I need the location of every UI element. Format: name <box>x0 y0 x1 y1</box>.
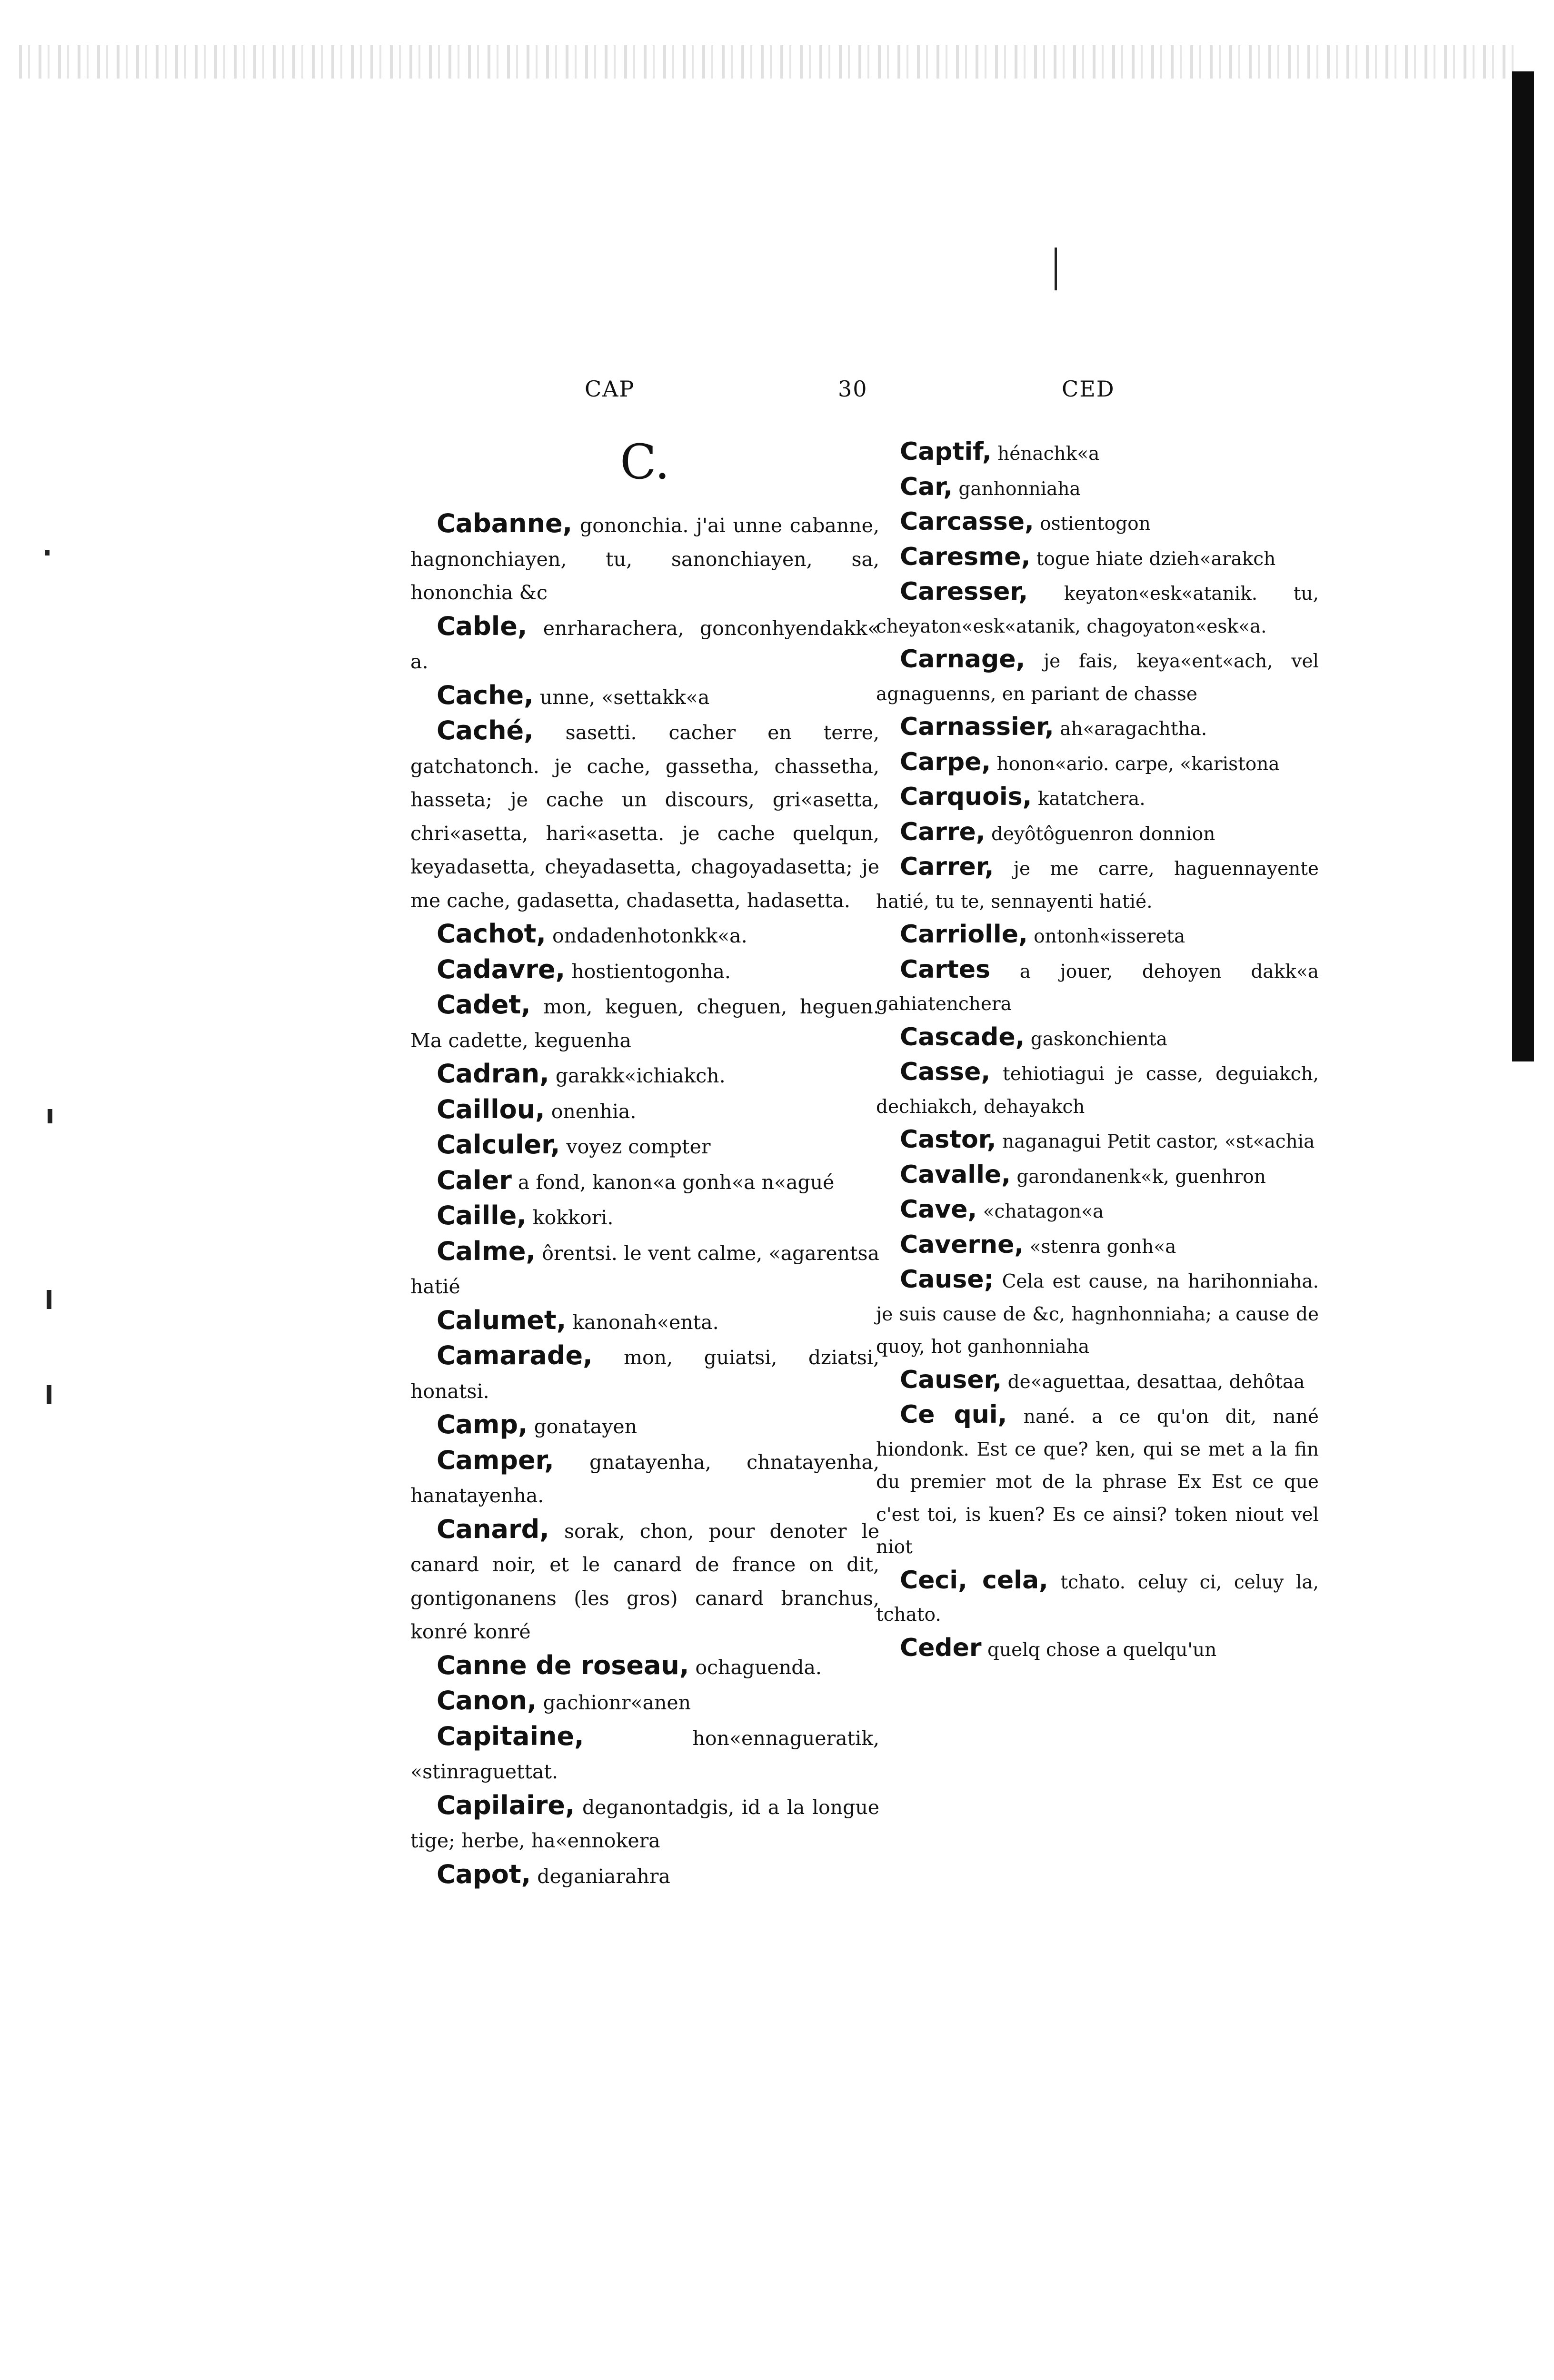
dictionary-entry <box>410 953 879 989</box>
dictionary-entry <box>410 1858 879 1894</box>
entry-definition: kanonah«enta. <box>572 1310 719 1334</box>
dictionary-entry <box>876 746 1319 781</box>
entry-headword: Castor, <box>900 1125 996 1154</box>
entry-headword: Caresser, <box>900 577 1028 606</box>
entry-definition: sorak, chon, pour denoter le canard noir, et le canard de france on dit, gontigonanens (les gros) canard branchus, konré konré <box>410 1519 879 1643</box>
entry-definition: de«aguettaa, desattaa, dehôtaa <box>1007 1371 1305 1393</box>
entry-headword: Capot, <box>437 1859 531 1889</box>
dictionary-entry <box>410 1128 879 1164</box>
entry-definition: deganiarahra <box>537 1864 670 1888</box>
dictionary-entry <box>876 1021 1319 1056</box>
entry-definition: je fais, keya«ent«ach, vel agnaguenns, en pariant de chasse <box>876 651 1319 705</box>
page-number: 30 <box>838 376 868 402</box>
dictionary-entry <box>876 1364 1319 1399</box>
dictionary-entry <box>876 816 1319 851</box>
dictionary-entry <box>876 471 1319 506</box>
entry-definition: mon, guiatsi, dziatsi, honatsi. <box>410 1346 879 1403</box>
entry-headword: Captif, <box>900 437 992 466</box>
entry-definition: gonatayen <box>534 1415 638 1438</box>
entry-headword: Capitaine, <box>437 1721 584 1751</box>
entry-definition: a jouer, dehoyen dakk«a gahiatenchera <box>876 961 1319 1015</box>
entry-headword: Cabanne, <box>437 508 573 538</box>
entry-headword: Canne de roseau, <box>437 1650 689 1680</box>
scan-speck <box>47 1290 51 1309</box>
entry-headword: Cavalle, <box>900 1160 1011 1189</box>
dictionary-entry <box>876 1123 1319 1159</box>
entry-headword: Canard, <box>437 1514 549 1544</box>
entry-headword: Cache, <box>437 680 534 710</box>
entry-headword: Caler <box>437 1165 512 1195</box>
entry-definition: deganontadgis, id a la longue tige; herbe, ha«ennokera <box>410 1795 879 1852</box>
dictionary-entry <box>876 918 1319 953</box>
dictionary-entry <box>876 711 1319 746</box>
dictionary-entry <box>410 1093 879 1129</box>
dictionary-entry <box>876 436 1319 471</box>
entry-definition: tehiotiagui je casse, deguiakch, dechiakch, dehayakch <box>876 1063 1319 1118</box>
entry-definition: kokkori. <box>532 1206 614 1229</box>
entry-definition: onenhia. <box>551 1100 637 1123</box>
entry-headword: Cascade, <box>900 1022 1025 1051</box>
scan-speck <box>48 1109 52 1123</box>
running-header-left: CAP <box>585 376 635 402</box>
entry-definition: a fond, kanon«a gonh«a n«agué <box>518 1170 835 1194</box>
dictionary-entry <box>410 610 879 679</box>
entry-headword: Ce qui, <box>900 1400 1007 1429</box>
entry-definition: garakk«ichiakch. <box>555 1064 726 1087</box>
entry-definition: ondadenhotonkk«a. <box>552 924 747 947</box>
dictionary-entry <box>876 1398 1319 1564</box>
entry-headword: Carnassier, <box>900 713 1054 741</box>
entry-headword: Cadet, <box>437 990 531 1020</box>
entry-headword: Canon, <box>437 1686 537 1716</box>
entry-definition: garondanenk«k, guenhron <box>1016 1166 1266 1188</box>
entry-definition: nané. a ce qu'on dit, nané hiondonk. Est ce que? ken, qui se met a la fin du premier mot de la phrase Ex Est ce que c'est toi, is kuen? Es ce ainsi? token niout vel niot <box>876 1406 1319 1558</box>
dictionary-entry <box>410 1444 879 1513</box>
dictionary-entry <box>410 1684 879 1720</box>
dictionary-entry <box>876 953 1319 1021</box>
entry-definition: enrharachera, gonconhyendakk« a. <box>410 616 879 673</box>
entry-definition: «chatagon«a <box>983 1201 1104 1222</box>
entry-definition: ostientogon <box>1040 513 1151 535</box>
entry-headword: Cable, <box>437 611 528 641</box>
dictionary-entry <box>876 541 1319 576</box>
entry-headword: Camarade, <box>437 1340 593 1370</box>
entry-headword: Cause; <box>900 1265 994 1294</box>
entry-headword: Cadran, <box>437 1059 549 1089</box>
dictionary-entry <box>410 1235 879 1304</box>
entry-headword: Ceci, cela, <box>900 1566 1048 1595</box>
entry-definition: «stenra gonh«a <box>1029 1236 1176 1258</box>
entry-definition: gaskonchienta <box>1030 1028 1167 1050</box>
dictionary-entry <box>876 1229 1319 1264</box>
entry-headword: Cartes <box>900 955 990 984</box>
entry-headword: Camper, <box>437 1445 554 1475</box>
dictionary-entry <box>410 1789 879 1858</box>
entry-definition: ôrentsi. le vent calme, «agarentsa hatié <box>410 1241 879 1298</box>
running-header-right: CED <box>1062 376 1115 402</box>
entry-headword: Caillou, <box>437 1094 545 1124</box>
entry-definition: unne, «settakk«a <box>539 685 710 709</box>
dictionary-entry <box>410 1164 879 1200</box>
dictionary-entry <box>876 1632 1319 1667</box>
dictionary-entry <box>876 1056 1319 1123</box>
dictionary-entry <box>410 679 879 714</box>
dictionary-entry <box>876 781 1319 816</box>
entry-definition: je me carre, haguennayente hatié, tu te, sennayenti hatié. <box>876 858 1319 912</box>
entry-definition: deyôtôguenron donnion <box>991 823 1215 845</box>
entry-headword: Carcasse, <box>900 507 1034 536</box>
entry-definition: gachionr«anen <box>543 1691 691 1714</box>
dictionary-entry <box>876 575 1319 643</box>
entry-definition: hostientogonha. <box>571 960 731 983</box>
entry-headword: Car, <box>900 472 953 501</box>
entry-definition: ah«aragachtha. <box>1060 718 1207 740</box>
dictionary-entry <box>410 1339 879 1408</box>
entry-definition: togue hiate dzieh«arakch <box>1036 548 1276 570</box>
scan-speck <box>45 550 50 555</box>
entry-definition: ontonh«issereta <box>1034 926 1185 947</box>
entry-definition: ganhonniaha <box>958 478 1081 500</box>
entry-headword: Calme, <box>437 1236 536 1266</box>
dictionary-entry <box>410 1199 879 1235</box>
entry-definition: Cela est cause, na harihonniaha. je suis cause de &c, hagnhonniaha; a cause de quoy, hot ganhonniaha <box>876 1271 1319 1358</box>
entry-headword: Calumet, <box>437 1305 567 1335</box>
entry-headword: Cadavre, <box>437 954 566 984</box>
dictionary-entry <box>410 714 879 917</box>
entry-headword: Carre, <box>900 817 986 846</box>
entry-headword: Caverne, <box>900 1230 1024 1259</box>
entry-headword: Carnage, <box>900 645 1026 674</box>
entry-definition: mon, keguen, cheguen, heguen. Ma cadette, keguenha <box>410 995 879 1052</box>
entry-definition: ochaguenda. <box>695 1656 822 1679</box>
entry-definition: quelq chose a quelqu'un <box>987 1639 1217 1661</box>
right-column <box>876 436 1319 1666</box>
scan-speck <box>47 1385 51 1404</box>
entry-headword: Casse, <box>900 1058 991 1086</box>
dictionary-entry <box>876 1159 1319 1194</box>
entry-definition: hon«ennagueratik, «stinraguettat. <box>410 1726 879 1783</box>
entry-definition: honon«ario. carpe, «karistona <box>996 753 1280 775</box>
entry-headword: Caché, <box>437 715 534 745</box>
entry-definition: gononchia. j'ai unne cabanne, hagnonchiayen, tu, sanonchiayen, sa, hononchia &c <box>410 514 879 604</box>
dictionary-entry <box>410 1304 879 1339</box>
left-column <box>410 436 879 1893</box>
entry-headword: Calculer, <box>437 1130 560 1160</box>
entry-definition: hénachk«a <box>997 443 1100 465</box>
entry-definition: gnatayenha, chnatayenha, hanatayenha. <box>410 1450 879 1507</box>
entry-definition: keyaton«esk«atanik. tu, cheyaton«esk«atanik, chagoyaton«esk«a. <box>876 583 1319 637</box>
dictionary-entry <box>410 507 879 610</box>
dictionary-entry <box>410 1649 879 1685</box>
entry-headword: Ceder <box>900 1633 982 1662</box>
scan-top-noise <box>19 45 1519 79</box>
entry-definition: tchato. celuy ci, celuy la, tchato. <box>876 1571 1319 1626</box>
entry-definition: sasetti. cacher en terre, gatchatonch. je cache, gassetha, chassetha, hasseta; je cache un discours, gri«asetta, chri«asetta, hari«asetta. je cache quelqun, keyadasetta, cheyadasetta, chagoyadasetta; je me cache, gadasetta, chadasetta, hadasetta. <box>410 721 879 912</box>
entry-headword: Carriolle, <box>900 920 1028 949</box>
entry-definition: naganagui Petit castor, «st«achia <box>1002 1131 1315 1152</box>
dictionary-entry <box>876 1263 1319 1364</box>
entry-headword: Cave, <box>900 1195 977 1224</box>
entry-headword: Carrer, <box>900 853 994 881</box>
entry-definition: voyez compter <box>566 1135 711 1158</box>
scan-edge-bar <box>1512 71 1534 1061</box>
dictionary-entry <box>410 1513 879 1649</box>
dictionary-entry <box>876 1564 1319 1632</box>
dictionary-entry <box>410 1720 879 1789</box>
entry-definition: katatchera. <box>1037 788 1146 810</box>
dictionary-entry <box>410 1408 879 1444</box>
section-letter: C. <box>620 434 670 490</box>
entry-headword: Caille, <box>437 1200 527 1230</box>
dictionary-entry <box>410 917 879 953</box>
entry-headword: Carpe, <box>900 747 991 776</box>
dictionary-entry <box>876 506 1319 541</box>
dictionary-entry <box>876 643 1319 711</box>
entry-headword: Cachot, <box>437 919 546 949</box>
dictionary-entry <box>410 988 879 1057</box>
dictionary-entry <box>876 851 1319 918</box>
dictionary-entry <box>876 1193 1319 1229</box>
entry-headword: Carquois, <box>900 783 1032 811</box>
entry-headword: Caresme, <box>900 542 1031 571</box>
entry-headword: Causer, <box>900 1365 1002 1394</box>
entry-headword: Camp, <box>437 1409 528 1439</box>
dictionary-entry <box>410 1057 879 1093</box>
scan-speck <box>1055 248 1057 290</box>
entry-headword: Capilaire, <box>437 1790 575 1820</box>
